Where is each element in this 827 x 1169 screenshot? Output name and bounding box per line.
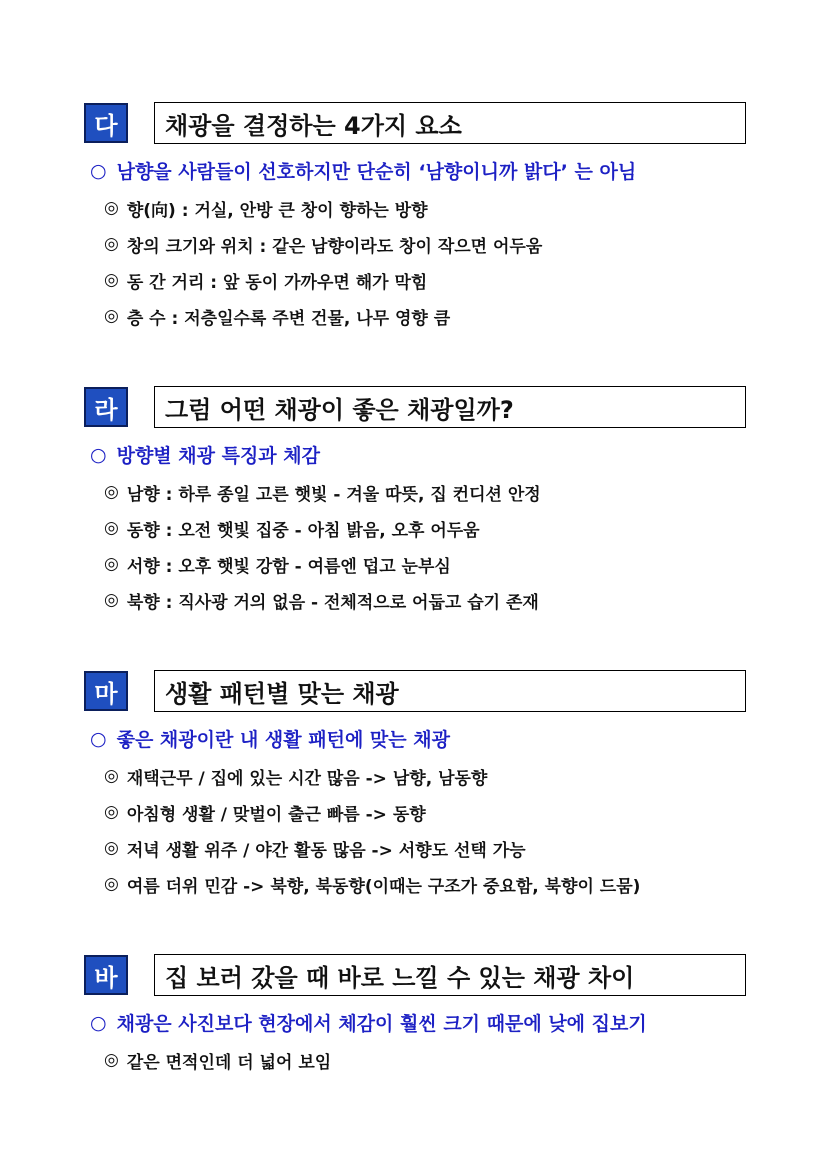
item-text: 창의 크기와 위치 : 같은 남향이라도 창이 작으면 어두움 xyxy=(126,236,543,257)
section-tag: 바 xyxy=(84,955,128,995)
section-title: 집 보러 갔을 때 바로 느낄 수 있는 채광 차이 xyxy=(154,954,746,996)
item-text: 서향 : 오후 햇빛 강함 - 여름엔 덥고 눈부심 xyxy=(126,556,451,577)
section-title: 채광을 결정하는 4가지 요소 xyxy=(154,102,746,144)
section-title: 생활 패턴별 맞는 채광 xyxy=(154,670,746,712)
double-circle-bullet-icon: ◎ xyxy=(104,590,119,610)
list-item xyxy=(104,226,746,262)
lead-text: 방향별 채광 특징과 체감 xyxy=(116,445,320,467)
section-tag: 라 xyxy=(84,387,128,427)
lead-line xyxy=(90,725,746,752)
section-header xyxy=(84,102,746,144)
section-da xyxy=(84,102,746,334)
list-item xyxy=(104,262,746,298)
item-text: 여름 더위 민감 -> 북향, 북동향(이때는 구조가 중요함, 북향이 드뭄) xyxy=(126,876,641,897)
lead-line xyxy=(90,1009,746,1036)
list-item xyxy=(104,1042,746,1078)
item-list xyxy=(84,1042,746,1078)
item-text: 남향 : 하루 종일 고른 햇빛 - 겨울 따뜻, 집 컨디션 안정 xyxy=(126,484,541,505)
circle-bullet-icon: ○ xyxy=(90,727,107,750)
double-circle-bullet-icon: ◎ xyxy=(104,766,119,786)
section-ma xyxy=(84,670,746,902)
double-circle-bullet-icon: ◎ xyxy=(104,802,119,822)
list-item xyxy=(104,190,746,226)
item-text: 같은 면적인데 더 넓어 보임 xyxy=(126,1052,332,1073)
double-circle-bullet-icon: ◎ xyxy=(104,518,119,538)
circle-bullet-icon: ○ xyxy=(90,159,107,182)
double-circle-bullet-icon: ◎ xyxy=(104,838,119,858)
list-item xyxy=(104,794,746,830)
list-item xyxy=(104,830,746,866)
lead-text: 채광은 사진보다 현장에서 체감이 훨씬 크기 때문에 낮에 집보기 xyxy=(116,1013,647,1035)
section-tag: 다 xyxy=(84,103,128,143)
section-ra xyxy=(84,386,746,618)
lead-line xyxy=(90,157,746,184)
item-text: 동 간 거리 : 앞 동이 가까우면 해가 막힘 xyxy=(126,272,428,293)
double-circle-bullet-icon: ◎ xyxy=(104,482,119,502)
double-circle-bullet-icon: ◎ xyxy=(104,554,119,574)
item-list xyxy=(84,474,746,618)
section-header xyxy=(84,386,746,428)
list-item xyxy=(104,298,746,334)
item-text: 재택근무 / 집에 있는 시간 많음 -> 남향, 남동향 xyxy=(126,768,488,789)
double-circle-bullet-icon: ◎ xyxy=(104,306,119,326)
lead-text: 좋은 채광이란 내 생활 패턴에 맞는 채광 xyxy=(116,729,450,751)
double-circle-bullet-icon: ◎ xyxy=(104,198,119,218)
item-text: 동향 : 오전 햇빛 집중 - 아침 밝음, 오후 어두움 xyxy=(126,520,480,541)
list-item xyxy=(104,510,746,546)
double-circle-bullet-icon: ◎ xyxy=(104,270,119,290)
section-header xyxy=(84,670,746,712)
item-list xyxy=(84,758,746,902)
section-title: 그럼 어떤 채광이 좋은 채광일까? xyxy=(154,386,746,428)
item-text: 층 수 : 저층일수록 주변 건물, 나무 영향 큼 xyxy=(126,308,451,329)
lead-text: 남향을 사람들이 선호하지만 단순히 ‘남향이니까 밝다’ 는 아님 xyxy=(116,161,637,183)
item-list xyxy=(84,190,746,334)
section-ba xyxy=(84,954,746,1078)
section-header xyxy=(84,954,746,996)
item-text: 북향 : 직사광 거의 없음 - 전체적으로 어둡고 습기 존재 xyxy=(126,592,539,613)
list-item xyxy=(104,474,746,510)
circle-bullet-icon: ○ xyxy=(90,1011,107,1034)
double-circle-bullet-icon: ◎ xyxy=(104,234,119,254)
circle-bullet-icon: ○ xyxy=(90,443,107,466)
list-item xyxy=(104,758,746,794)
item-text: 아침형 생활 / 맞벌이 출근 빠름 -> 동향 xyxy=(126,804,426,825)
double-circle-bullet-icon: ◎ xyxy=(104,1050,119,1070)
list-item xyxy=(104,582,746,618)
lead-line xyxy=(90,441,746,468)
list-item xyxy=(104,546,746,582)
list-item xyxy=(104,866,746,902)
section-tag: 마 xyxy=(84,671,128,711)
item-text: 향(向) : 거실, 안방 큰 창이 향하는 방향 xyxy=(126,200,428,221)
double-circle-bullet-icon: ◎ xyxy=(104,874,119,894)
item-text: 저녁 생활 위주 / 야간 활동 많음 -> 서향도 선택 가능 xyxy=(126,840,526,861)
